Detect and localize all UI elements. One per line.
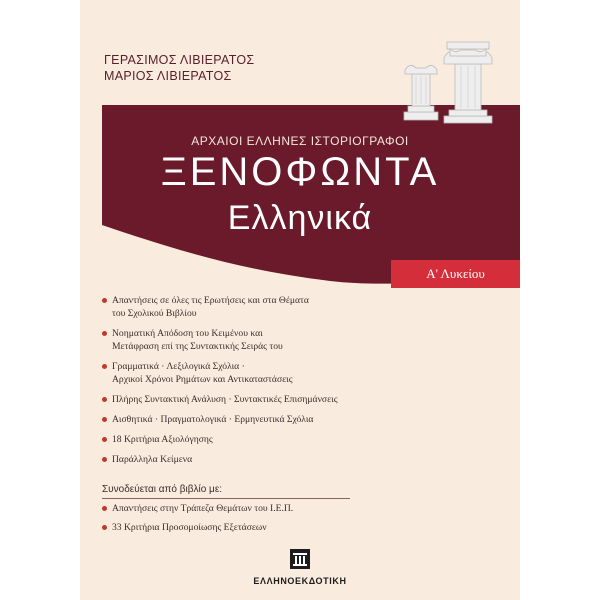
bullet-icon bbox=[102, 437, 107, 442]
list-item bbox=[102, 413, 402, 426]
bullet-icon bbox=[102, 506, 107, 511]
accompanied-heading: Συνοδεύεται από βιβλίο με: bbox=[102, 484, 350, 499]
features-list bbox=[102, 294, 402, 473]
author-name: ΜΑΡΙΟΣ ΛΙΒΙΕΡΑΤΟΣ bbox=[104, 69, 232, 83]
feature-text: Νοηματική Απόδοση του Κειμένου και bbox=[112, 328, 263, 339]
accompanied-text: 33 Κριτήρια Προσομοίωσης Εξετάσεων bbox=[112, 522, 267, 533]
authors bbox=[104, 52, 254, 84]
feature-text: Μετάφραση επί της Συντακτικής Σειράς του bbox=[112, 341, 283, 352]
list-item bbox=[102, 294, 402, 320]
book-title: ΞΕΝΟΦΩΝΤΑ bbox=[160, 150, 440, 194]
list-item bbox=[102, 453, 402, 466]
bullet-icon bbox=[102, 331, 107, 336]
feature-text: Αρχικοί Χρόνοι Ρημάτων και Αντικαταστάσεις bbox=[112, 374, 293, 385]
publisher-name: ΕΛΛΗΝΟΕΚΔΟΤΙΚΗ bbox=[253, 576, 347, 586]
columns-icon bbox=[400, 34, 510, 124]
bullet-icon bbox=[102, 397, 107, 402]
author-name: ΓΕΡΑΣΙΜΟΣ ΛΙΒΙΕΡΑΤΟΣ bbox=[104, 53, 255, 67]
feature-text: Αισθητικά · Πραγματολογικά · Ερμηνευτικά Σχόλια bbox=[112, 414, 314, 425]
bullet-icon bbox=[102, 364, 107, 369]
list-item bbox=[102, 360, 402, 386]
bullet-icon bbox=[102, 417, 107, 422]
feature-text: Απαντήσεις σε όλες τις Ερωτήσεις και στα Θέματα bbox=[112, 295, 309, 306]
bullet-icon bbox=[102, 298, 107, 303]
feature-text: 18 Κριτήρια Αξιολόγησης bbox=[112, 434, 213, 445]
feature-text: του Σχολικού Βιβλίου bbox=[112, 308, 197, 319]
list-item bbox=[102, 502, 422, 515]
series-title: ΑΡΧΑΙΟΙ ΕΛΛΗΝΕΣ ΙΣΤΟΡΙΟΓΡΑΦΟΙ bbox=[191, 134, 409, 148]
bullet-icon bbox=[102, 457, 107, 462]
list-item bbox=[102, 521, 422, 534]
accompanied-list bbox=[102, 502, 422, 540]
grade-badge: Α' Λυκείου bbox=[391, 260, 520, 288]
feature-text: Γραμματικά · Λεξιλογικά Σχόλια · bbox=[112, 361, 245, 372]
list-item bbox=[102, 327, 402, 353]
book-subtitle: Ελληνικά bbox=[227, 199, 373, 237]
accompanied-text: Απαντήσεις στην Τράπεζα Θεμάτων του Ι.Ε.Π. bbox=[112, 503, 294, 514]
feature-text: Παράλληλα Κείμενα bbox=[112, 454, 193, 465]
bullet-icon bbox=[102, 525, 107, 530]
publisher-logo-icon bbox=[289, 548, 311, 570]
publisher bbox=[80, 548, 520, 586]
feature-text: Πλήρης Συντακτική Ανάλυση · Συντακτικές Επισημάνσεις bbox=[112, 394, 338, 405]
list-item bbox=[102, 393, 402, 406]
list-item bbox=[102, 433, 402, 446]
book-cover bbox=[80, 0, 520, 600]
